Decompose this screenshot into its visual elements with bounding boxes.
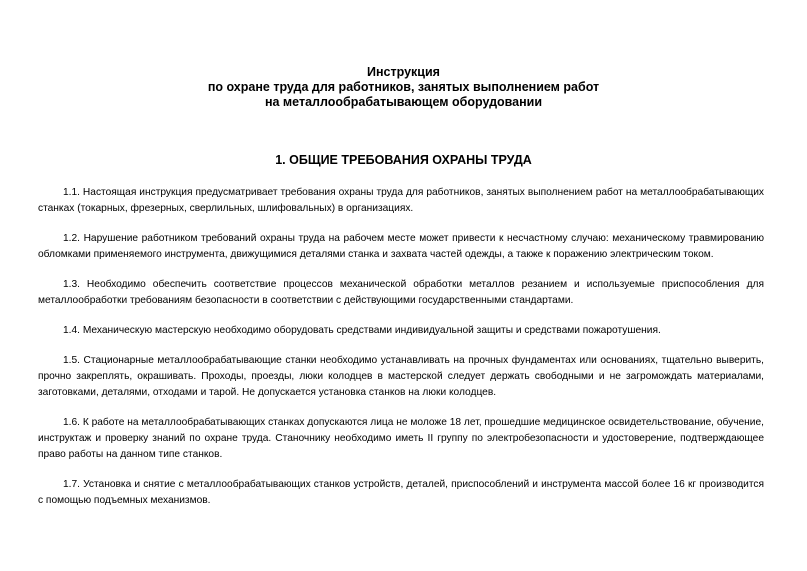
- paragraph-1-3: 1.3. Необходимо обеспечить соответствие процессов механической обработки металлов резанием и используемые приспособления для металлообработки требованиям безопасности в соответствии с действующими государственными стандартами.: [38, 279, 764, 306]
- paragraph-1-1: 1.1. Настоящая инструкция предусматривает требования охраны труда для работников, занятых выполнением работ на металлообрабатывающих станках (токарных, фрезерных, сверлильных, шлифовальных) в организациях.: [38, 187, 764, 214]
- section-body: [38, 185, 764, 523]
- paragraph-1-4: 1.4. Механическую мастерскую необходимо оборудовать средствами индивидуальной защиты и средствами пожаротушения.: [63, 325, 661, 336]
- paragraph-1-6: 1.6. К работе на металлообрабатывающих станках допускаются лица не моложе 18 лет, прошедшие медицинское освидетельствование, обучение, инструктаж и проверку знаний по охране труда. Станочнику необходимо иметь II группу по электробезопасности и удостоверение, подтверждающее право работы на данном типе станков.: [38, 417, 764, 460]
- paragraph-1-2: 1.2. Нарушение работником требований охраны труда на рабочем месте может привести к несчастному случаю: механическому травмированию обломками применяемого инструмента, движущимися деталями станка и захвата частей одежды, а также к поражению электрическим током.: [38, 233, 764, 260]
- paragraph-1-5: 1.5. Стационарные металлообрабатывающие станки необходимо устанавливать на прочных фундаментах или основаниях, тщательно выверить, прочно закреплять, окрашивать. Проходы, проезды, люки колодцев в мастерской следует держать свободными и не загромождать материалами, заготовками, деталями, отходами и тарой. Не допускается установка станков на люки колодцев.: [38, 355, 764, 398]
- title-line-3: на металлообрабатывающем оборудовании: [264, 95, 543, 109]
- document-title: [0, 65, 807, 110]
- section-heading: 1. ОБЩИЕ ТРЕБОВАНИЯ ОХРАНЫ ТРУДА: [275, 153, 532, 167]
- title-line-1: Инструкция: [367, 65, 440, 79]
- title-line-2: по охране труда для работников, занятых выполнением работ: [207, 80, 600, 94]
- paragraph-1-7: 1.7. Установка и снятие с металлообрабатывающих станков устройств, деталей, приспособлений и инструмента массой более 16 кг производится с помощью подъемных механизмов.: [38, 479, 764, 506]
